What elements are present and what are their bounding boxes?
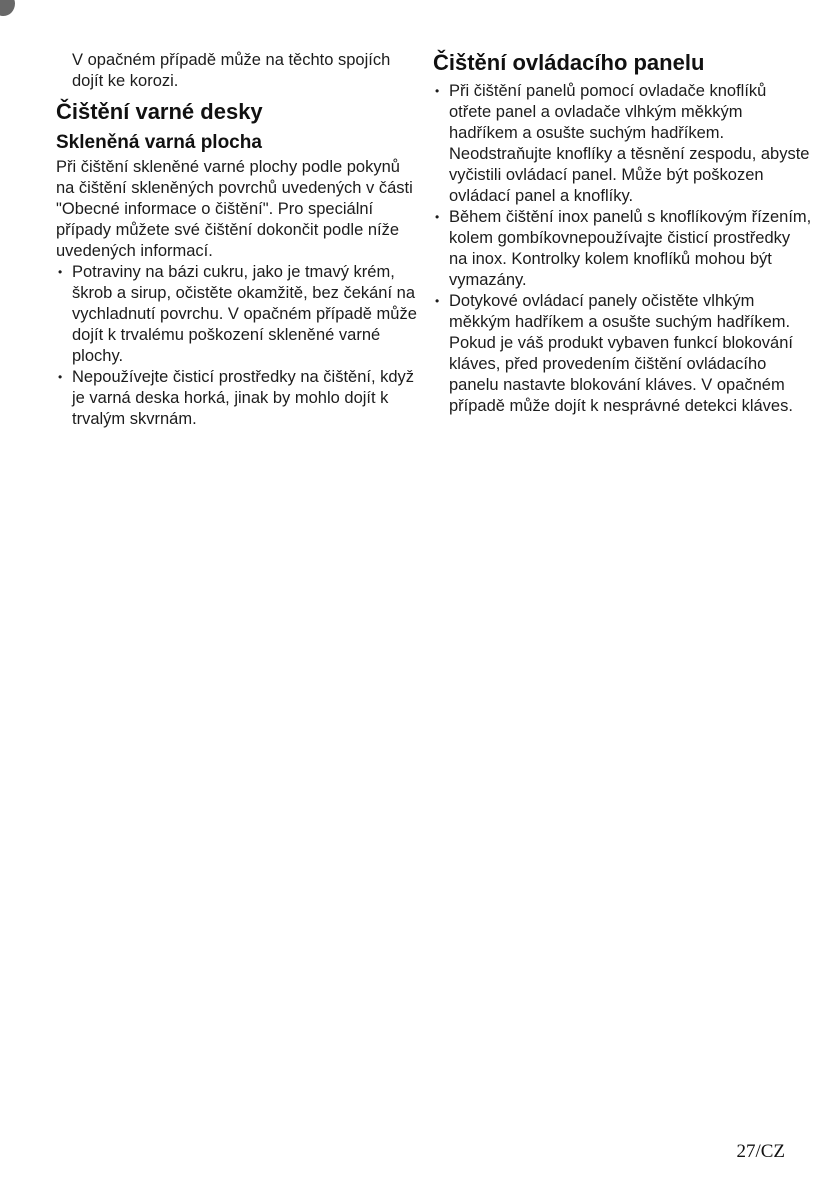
list-item <box>56 367 419 430</box>
right-bullet-list <box>433 81 813 417</box>
list-item <box>433 207 813 291</box>
bullet-text: Během čištění inox panelů s knoflíkovým řízením, kolem gombíkovnepoužívajte čisticí prostředky na inox. Kontrolky kolem knoflíků mohou být vymazány. <box>449 208 812 289</box>
right-column <box>433 50 813 430</box>
bullet-text: Potraviny na bázi cukru, jako je tmavý krém, škrob a sirup, očistěte okamžitě, bez čekání na vychladnutí povrchu. V opačném případě může dojít k trvalému poškození skleněné varné plochy. <box>72 263 417 365</box>
bullet-icon: • <box>435 84 440 98</box>
bullet-text: Dotykové ovládací panely očistěte vlhkým měkkým hadříkem a osušte suchým hadříkem. Pokud je váš produkt vybaven funkcí blokování kláves, před provedením čištění ovládacího panelu nastavte blokování kláves. V opačném případě může dojít k nesprávné detekci kláves. <box>449 292 793 415</box>
list-item <box>433 291 813 417</box>
page-number: 27/CZ <box>736 1141 785 1162</box>
two-column-layout <box>56 50 813 430</box>
left-column <box>56 50 419 430</box>
bullet-icon: • <box>435 294 440 308</box>
section-title-control-panel-cleaning: Čištění ovládacího panelu <box>433 50 705 75</box>
bullet-icon: • <box>58 370 63 384</box>
list-item <box>433 81 813 207</box>
bullet-text: Při čištění panelů pomocí ovladače knoflíků otřete panel a ovladače vlhkým měkkým hadříkem a osušte suchým hadříkem. Neodstraňujte knoflíky a těsnění zespodu, abyste vyčistili ovládací panel. Může být poškozen ovládací panel a knoflíky. <box>449 82 810 205</box>
bullet-icon: • <box>435 210 440 224</box>
glass-cooktop-paragraph: Při čištění skleněné varné plochy podle pokynů na čištění skleněných povrchů uvedených v části "Obecné informace o čištění". Pro speciální případy můžete své čištění dokončit podle níže uvedených informací. <box>56 158 413 260</box>
subsection-title-glass-cooktop: Skleněná varná plocha <box>56 132 262 153</box>
bullet-text: Nepoužívejte čisticí prostředky na čištění, když je varná deska horká, jinak by mohlo dojít k trvalým skvrnám. <box>72 368 415 428</box>
intro-continuation-text: V opačném případě může na těchto spojích dojít ke korozi. <box>72 51 391 90</box>
left-bullet-list <box>56 262 419 430</box>
list-item <box>56 262 419 367</box>
section-title-cooktop-cleaning: Čištění varné desky <box>56 99 263 124</box>
bullet-icon: • <box>58 265 63 279</box>
scan-artifact <box>0 0 15 16</box>
